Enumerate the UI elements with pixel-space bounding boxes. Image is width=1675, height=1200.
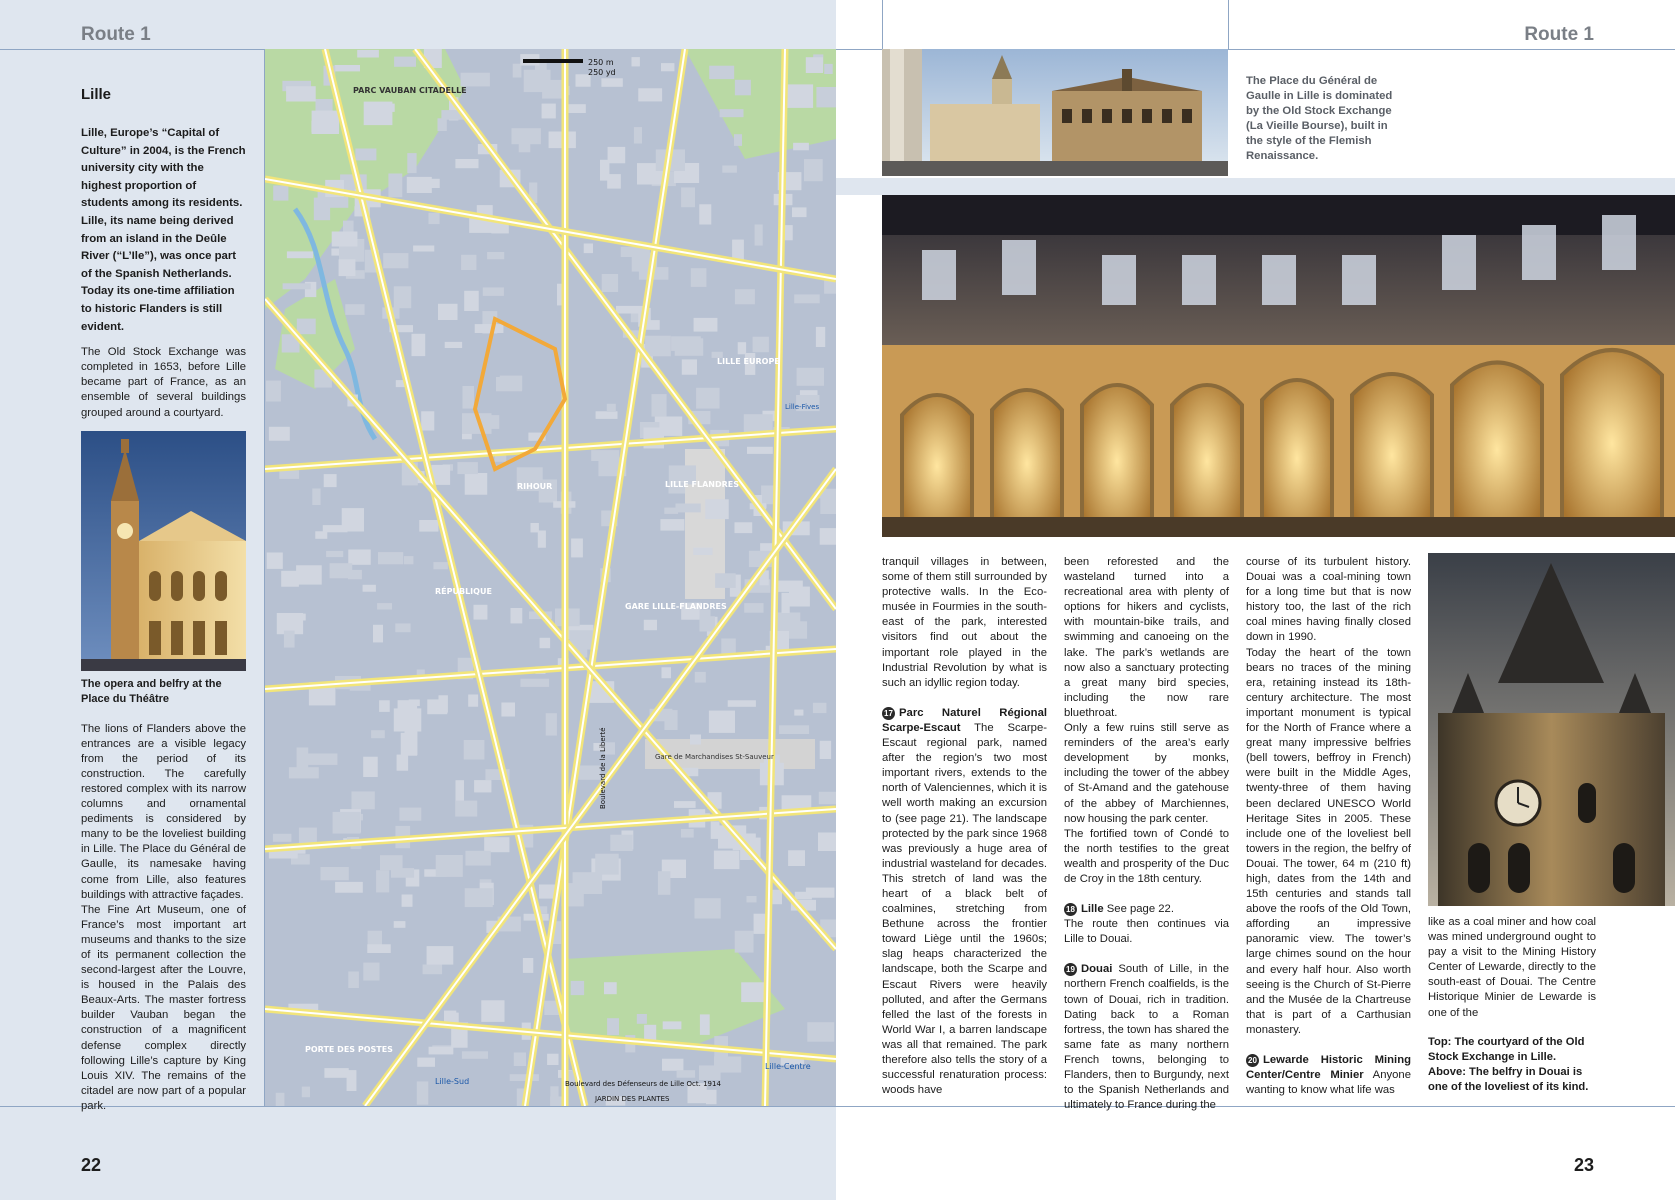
map-block xyxy=(695,898,721,918)
map-block xyxy=(379,700,390,712)
map-block xyxy=(394,57,416,67)
place-photo-caption: The Place du Général de Gaulle in Lille is dominated by the Old Stock Exchange (La Vieille Bourse), built in the style of the Flemish Renaissance. xyxy=(1246,75,1393,163)
map-block xyxy=(806,57,823,73)
map-block xyxy=(681,187,695,207)
map-block xyxy=(388,174,402,198)
map-block xyxy=(465,851,490,866)
map-block xyxy=(540,638,551,648)
map-scale-label-2: 250 yd xyxy=(588,68,616,77)
map-block xyxy=(682,359,697,374)
map-block xyxy=(787,84,813,108)
col3-entry-20 xyxy=(1246,1053,1411,1098)
map-block xyxy=(398,700,418,720)
map-block xyxy=(348,972,359,989)
map-block xyxy=(607,1018,619,1035)
map-block xyxy=(279,470,299,479)
map-block xyxy=(487,252,504,259)
map-block xyxy=(732,240,744,260)
map-block xyxy=(660,519,684,531)
map-block xyxy=(456,780,465,802)
map-block xyxy=(427,699,447,714)
map-block xyxy=(816,327,825,347)
text-column-4 xyxy=(1428,915,1596,1021)
map-block xyxy=(276,1093,285,1106)
map-block xyxy=(676,504,701,513)
map-block xyxy=(738,342,746,354)
map-label-boulevard-liberte: Boulevard de la Liberté xyxy=(599,727,607,809)
map-block xyxy=(510,1074,539,1081)
map-block xyxy=(462,1051,488,1059)
map-block xyxy=(383,253,408,268)
text-column-2 xyxy=(1064,555,1229,1113)
map-block xyxy=(412,334,426,356)
map-block xyxy=(634,127,642,143)
map-block xyxy=(465,888,493,907)
map-block xyxy=(714,1057,741,1073)
map-block xyxy=(531,523,539,532)
map-block xyxy=(363,757,378,777)
map-label-porte-postes: PORTE DES POSTES xyxy=(305,1045,393,1054)
map-block xyxy=(287,251,313,258)
lions-paragraph: The lions of Flanders above the entrances are a visible legacy from the period of its construction. The carefully restored complex with its narrow columns and ornamental pediments is considered by many to be the loveliest building in Lille. The Place du Général de Gaulle, its namesake having come from Lille, also features buildings with attractive façades. xyxy=(81,722,246,901)
map-block xyxy=(436,855,463,877)
map-block xyxy=(571,981,584,995)
map-block xyxy=(744,603,763,613)
map-block xyxy=(461,255,476,270)
map-block xyxy=(395,623,410,632)
map-block xyxy=(289,767,319,778)
old-stock-exchange-courtyard-photo xyxy=(882,195,1675,537)
map-block xyxy=(491,223,509,233)
map-block xyxy=(538,531,546,548)
map-block xyxy=(693,548,712,555)
map-block xyxy=(481,1000,504,1022)
map-block xyxy=(296,565,322,584)
map-label-lille-fives: Lille-Fives xyxy=(785,403,820,411)
map-block xyxy=(820,741,831,759)
map-block xyxy=(348,550,370,565)
map-block xyxy=(699,204,711,224)
map-block xyxy=(542,104,556,119)
stock-exchange-paragraph: The Old Stock Exchange was completed in 1653, before Lille became part of France, as an ensemble of several buildings grouped around a courtyard. xyxy=(81,346,246,419)
map-block xyxy=(741,982,767,1002)
running-head-right: Route 1 xyxy=(1524,24,1594,45)
map-label-rihour: RIHOUR xyxy=(517,482,553,491)
map-block xyxy=(283,283,311,289)
map-block xyxy=(297,748,309,769)
map-block xyxy=(694,318,718,332)
col2-para2: Only a few ruins still serve as reminders of the area’s early development by monks, including the tower of the abbey of St-Amand and the gatehouse of the abbey of Marchiennes, now housing the park center. xyxy=(1064,722,1229,825)
map-block xyxy=(714,851,740,870)
map-label-lille-centre: Lille-Centre xyxy=(765,1062,811,1071)
map-block xyxy=(753,337,769,353)
map-block xyxy=(604,982,617,994)
map-block xyxy=(578,766,600,780)
map-block xyxy=(371,730,385,738)
map-block xyxy=(373,625,383,643)
map-block xyxy=(720,109,744,117)
map-block xyxy=(747,447,773,454)
map-block xyxy=(401,733,417,756)
header-rule xyxy=(0,49,1675,50)
map-block xyxy=(520,679,549,687)
map-block xyxy=(546,713,557,735)
map-block xyxy=(376,870,389,892)
map-label-citadelle: PARC VAUBAN CITADELLE xyxy=(353,86,467,95)
section-title: Lille xyxy=(81,86,112,103)
map-block xyxy=(793,143,809,151)
map-block xyxy=(596,411,618,419)
map-block xyxy=(363,585,376,592)
map-block xyxy=(514,1053,526,1067)
map-block xyxy=(394,286,411,308)
entry-19-text: South of Lille, in the northern French coalfields, is the town of Douai, rich in tradition. Dating back to a Roman fortress, the town has shared the same fate as many northern French towns, belonging to Flanders, then to Burgundy, next to the Spanish Netherlands and ultimately to France during the xyxy=(1064,963,1230,1112)
map-block xyxy=(474,605,488,620)
map-block xyxy=(632,57,640,66)
map-block xyxy=(335,65,360,71)
map-block xyxy=(595,854,619,875)
entry-18-marker: 18 xyxy=(1064,903,1077,916)
map-block xyxy=(728,700,756,707)
map-block xyxy=(511,608,523,623)
map-block xyxy=(608,147,626,163)
map-block xyxy=(652,394,667,417)
map-label-jardin: JARDIN DES PLANTES xyxy=(595,1095,670,1103)
map-block xyxy=(735,289,755,304)
map-block xyxy=(345,304,364,315)
map-block xyxy=(427,946,454,965)
map-block xyxy=(312,489,320,506)
opera-belfry-photo xyxy=(81,431,246,671)
map-block xyxy=(464,291,479,311)
right-tint-band xyxy=(836,178,1675,195)
map-scale-label: 250 m xyxy=(588,58,614,67)
map-block xyxy=(484,415,499,429)
opera-photo-caption: The opera and belfry at the Place du Théâtre xyxy=(81,677,222,705)
col2-para1: been reforested and the wasteland turned into a recreational area with plenty of options for hikers and cyclists, with mountain-bike trails, and swimming and canoeing on the lake. The park’s wetlands are now also a sanctuary protecting a great many bird species, including the now rare bluethroat. xyxy=(1064,556,1229,719)
map-block xyxy=(523,958,533,973)
map-block xyxy=(500,376,522,391)
map-block xyxy=(445,342,462,348)
lille-sidebar xyxy=(81,86,246,1114)
map-block xyxy=(438,118,447,131)
map-block xyxy=(402,895,413,907)
map-block xyxy=(423,965,443,975)
map-block xyxy=(284,614,306,621)
right-header-divider-2 xyxy=(1228,0,1229,49)
map-block xyxy=(394,921,406,928)
map-block xyxy=(332,232,358,247)
col2-entry-19 xyxy=(1064,962,1229,1113)
map-block xyxy=(644,620,657,630)
map-block xyxy=(696,388,720,409)
map-block xyxy=(794,294,820,303)
map-block xyxy=(711,821,720,839)
map-block xyxy=(455,801,477,817)
map-block xyxy=(691,268,707,287)
map-block xyxy=(645,336,671,357)
map-block xyxy=(457,462,478,474)
map-block xyxy=(413,246,434,252)
map-block xyxy=(419,520,438,532)
lille-city-map xyxy=(265,49,836,1106)
map-block xyxy=(333,812,361,834)
map-block xyxy=(820,528,836,545)
map-block xyxy=(709,66,734,79)
fine-art-paragraph: The Fine Art Museum, one of France’s most important art museums and thanks to the size of its permanent collection the second-largest after the Louvre, is housed in the Palais des Beaux-Arts. The master fortress builder Vauban began the construction of a magnificent defense complex directly following Lille’s capture by King Louis XIV. The remains of the citadel are now part of a popular park. xyxy=(81,903,246,1112)
map-block xyxy=(709,711,735,733)
entry-20-text: Anyone wanting to know what life was xyxy=(1246,1069,1411,1097)
map-block xyxy=(377,603,392,609)
map-label-republique: RÉPUBLIQUE xyxy=(435,587,492,596)
map-block xyxy=(299,828,317,844)
map-block xyxy=(820,498,836,515)
map-block xyxy=(315,531,327,539)
map-block xyxy=(584,244,593,254)
map-block xyxy=(324,1068,348,1078)
map-block xyxy=(461,73,490,87)
page-number-right: 23 xyxy=(1573,1155,1594,1175)
entry-17-marker: 17 xyxy=(882,707,895,720)
footer-rule xyxy=(0,1106,1675,1107)
map-block xyxy=(465,473,488,495)
map-block xyxy=(813,703,827,713)
map-block xyxy=(804,159,823,181)
map-block xyxy=(610,835,632,851)
map-block xyxy=(792,207,807,217)
douai-belfry-photo xyxy=(1428,553,1675,906)
map-block xyxy=(568,104,586,113)
col3-para2: Today the heart of the town bears no traces of the mining era, retaining instead its 18th-century architecture. The most important monument is typical for the North of France where a great many impressive belfries (bell towers, beffroy in French) were built in the Middle Ages, twenty-three of them having been declared UNESCO World Heritage Sites in 2005. These include one of the loveliest bell towers in the region, the belfry of Douai. The tower, 64 m (210 ft) high, dates from the 14th and 15th centuries and stands tall above the roofs of the Old Town, affording an impressive panoramic view. The tower’s large chimes sound on the hour and every half hour. Also worth seeing is the Church of St-Pierre and the Musée de la Chartreuse that is part of a Carthusian monastery. xyxy=(1246,646,1411,1036)
map-block xyxy=(571,539,583,558)
map-block xyxy=(735,80,751,96)
map-block xyxy=(602,274,618,292)
map-block xyxy=(475,324,504,333)
text-column-3 xyxy=(1246,555,1411,1098)
map-block xyxy=(355,149,376,161)
map-label-gare: GARE LILLE-FLANDRES xyxy=(625,602,727,611)
map-block xyxy=(330,563,353,578)
map-block xyxy=(782,593,790,613)
entry-18-title: Lille xyxy=(1081,903,1104,916)
place-general-de-gaulle-photo xyxy=(882,49,1228,176)
map-block xyxy=(429,1047,454,1055)
entry-17-text: The Scarpe-Escaut regional park, named after the region’s two most important rivers, extends to the north of Valenciennes, which it is well worth making an excursion to (see page 21). The landscape protected by the park since 1968 was previously a huge area of industrial wasteland for decades. This stretch of land was the heart of a black belt of coalmines, stretching from Bethune across the frontier toward Liège until the 1960s; slag heaps characterized the landscape, both the Scarpe and Escaut Rivers were heavily polluted, and after the Germans felled the last of the forests in World War I, a barren landscape was all that remained. The park therefore also tells the story of a successful renaturation process: woods have xyxy=(882,721,1047,1097)
map-block xyxy=(806,888,835,898)
map-block xyxy=(735,931,754,953)
text-column-1 xyxy=(882,555,1047,1098)
page-number-left: 22 xyxy=(81,1155,102,1175)
map-block xyxy=(380,855,403,870)
map-block xyxy=(700,1014,710,1035)
col3-para1: course of its turbulent history. Douai was a coal-mining town for a long time but that is now history too, the last of the rich coal mines having finally closed down in 1990. xyxy=(1246,556,1411,644)
map-block xyxy=(715,573,736,588)
entry-20-title: Lewarde Historic Mining Center/Centre Minier xyxy=(1246,1054,1411,1082)
map-block xyxy=(690,735,701,745)
map-block xyxy=(474,780,491,792)
map-block xyxy=(397,755,409,771)
map-block xyxy=(286,86,316,101)
map-block xyxy=(433,562,448,569)
col1-entry-17 xyxy=(882,706,1047,1098)
map-block xyxy=(519,143,531,153)
map-block xyxy=(339,259,356,276)
map-block xyxy=(367,104,394,112)
map-label-st-sauveur: Gare de Marchandises St-Sauveur xyxy=(655,753,774,761)
map-block xyxy=(326,551,343,557)
map-block xyxy=(378,552,403,564)
map-block xyxy=(819,792,836,804)
map-block xyxy=(404,556,414,564)
map-block xyxy=(662,1059,683,1071)
map-block xyxy=(779,725,809,734)
map-block xyxy=(706,1090,717,1104)
map-block xyxy=(266,381,281,402)
col1-intro: tranquil villages in between, some of them still surrounded by protective walls. In the Eco-musée in Fourmies in the south-east of the park, interested visitors find out about the important role played in the Industrial Revolution by what is such an idyllic region today. xyxy=(882,556,1047,689)
map-block xyxy=(335,882,363,893)
map-block xyxy=(674,801,696,808)
map-block xyxy=(312,111,339,134)
entry-20-marker: 20 xyxy=(1246,1054,1259,1067)
map-label-lille-flandres: LILLE FLANDRES xyxy=(665,480,739,489)
entry-17-title: Parc Naturel Régional Scarpe-Escaut xyxy=(882,706,1047,734)
map-block xyxy=(308,754,338,765)
map-block xyxy=(705,499,728,519)
map-block xyxy=(638,88,662,101)
map-block xyxy=(321,867,349,880)
map-block xyxy=(407,153,416,173)
map-block xyxy=(747,896,757,902)
map-block xyxy=(677,1070,696,1078)
map-block xyxy=(816,87,836,107)
map-block xyxy=(773,890,783,904)
map-block xyxy=(501,703,515,717)
running-head-left: Route 1 xyxy=(81,24,151,45)
map-block xyxy=(807,1022,834,1041)
map-block xyxy=(421,411,434,430)
map-block xyxy=(671,336,701,351)
map-block xyxy=(455,159,478,168)
map-block xyxy=(616,306,643,314)
entry-19-title: Douai xyxy=(1081,963,1113,976)
map-block xyxy=(464,740,485,760)
map-block xyxy=(547,1054,558,1065)
map-block xyxy=(663,1021,682,1029)
col4-para1: like as a coal miner and how coal was mined underground ought to pay a visit to the Mining History Center of Lewarde, directly to the south-east of Douai. The Centre Historique Minier de Lewarde is one of the xyxy=(1428,916,1596,1019)
map-block xyxy=(637,1014,647,1024)
map-block xyxy=(407,177,432,193)
col2-route-note: The route then continues via Lille to Douai. xyxy=(1064,918,1229,946)
map-block xyxy=(438,304,458,320)
map-block xyxy=(513,64,522,78)
map-block xyxy=(357,50,379,58)
map-block xyxy=(363,963,379,981)
map-block xyxy=(367,944,390,953)
map-block xyxy=(484,837,509,852)
map-block xyxy=(468,695,478,707)
map-block xyxy=(818,833,836,852)
bottom-photos-caption: Top: The courtyard of the Old Stock Exchange in Lille. Above: The belfry in Douai is one of the loveliest of its kind. xyxy=(1428,1036,1589,1094)
map-block xyxy=(284,631,295,648)
map-block xyxy=(662,667,672,678)
map-label-boulevard-defenseurs: Boulevard des Défenseurs de Lille Oct. 1914 xyxy=(565,1080,721,1088)
map-block xyxy=(695,672,706,683)
entry-18-ref: See page 22. xyxy=(1106,903,1174,916)
map-block xyxy=(273,186,288,201)
lead-paragraph: Lille, Europe’s “Capital of Culture” in 2004, is the French university city with the highest proportion of students among its residents. Lille, its name being derived from an island in the Deûle River (“L’Ile”), was once part of the Spanish Netherlands. Today its one-time affiliation to historic Flanders is still evident. xyxy=(81,127,246,333)
map-block xyxy=(417,1058,435,1067)
map-block xyxy=(342,508,364,531)
map-block xyxy=(352,791,375,809)
map-label-lille-sud: Lille-Sud xyxy=(435,1077,470,1086)
entry-19-marker: 19 xyxy=(1064,963,1077,976)
map-block xyxy=(797,368,824,386)
map-block xyxy=(658,871,671,895)
map-block xyxy=(734,134,742,146)
map-block xyxy=(267,553,283,569)
map-block xyxy=(297,319,316,335)
map-block xyxy=(700,616,715,631)
map-block xyxy=(788,850,805,866)
map-block xyxy=(778,581,803,592)
map-block xyxy=(483,287,504,296)
map-block xyxy=(324,474,337,487)
map-block xyxy=(661,63,674,71)
map-block xyxy=(269,427,290,441)
map-block xyxy=(417,1081,429,1104)
map-block xyxy=(722,166,737,173)
map-block xyxy=(273,834,292,842)
right-header-divider-1 xyxy=(882,0,883,49)
map-block xyxy=(463,386,475,409)
map-block xyxy=(755,225,763,246)
map-block xyxy=(302,1087,310,1098)
map-block xyxy=(824,64,833,74)
map-block xyxy=(429,213,440,224)
map-block xyxy=(794,710,803,716)
map-label-lille-europe: LILLE EUROPE xyxy=(717,357,780,366)
map-block xyxy=(512,128,541,144)
map-block xyxy=(607,404,616,412)
map-block xyxy=(681,829,694,838)
map-block xyxy=(601,78,622,87)
map-block xyxy=(735,522,753,533)
col2-entry-18 xyxy=(1064,902,1229,917)
map-block xyxy=(399,808,421,821)
col2-para3: The fortified town of Condé to the north testifies to the great wealth and prosperity of the Duc de Croy in the 18th century. xyxy=(1064,827,1229,885)
